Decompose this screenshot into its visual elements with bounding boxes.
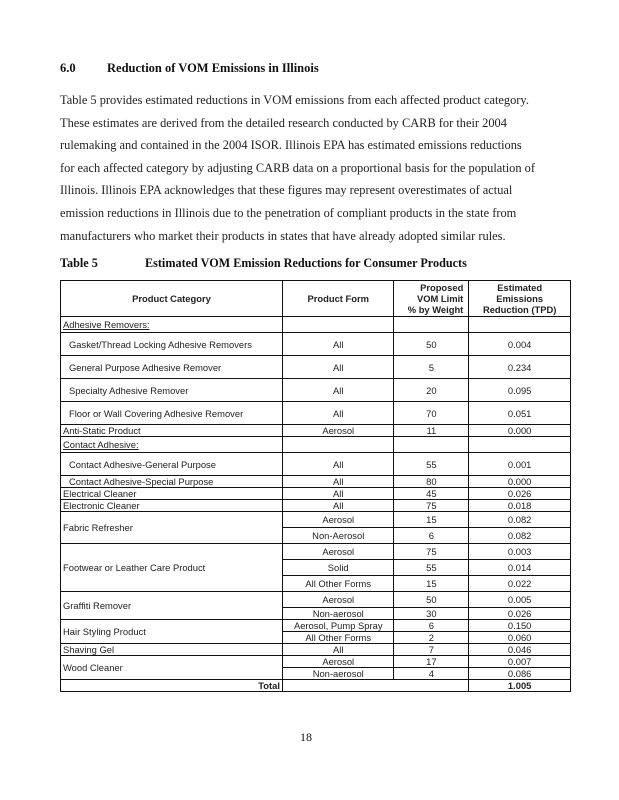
header-text: % by Weight xyxy=(407,304,464,315)
limit-cell: 55 xyxy=(394,560,469,576)
total-label: Total xyxy=(61,680,283,692)
form-cell: Aerosol xyxy=(282,425,394,437)
form-cell: Aerosol xyxy=(282,544,394,560)
reduction-cell: 0.026 xyxy=(469,608,571,620)
form-cell: Non-aerosol xyxy=(282,608,394,620)
header-product-category: Product Category xyxy=(61,281,283,317)
category-cell: Anti-Static Product xyxy=(61,425,283,437)
form-cell: All xyxy=(282,644,394,656)
limit-cell: 20 xyxy=(394,379,469,402)
page-number: 18 xyxy=(300,730,312,744)
table-caption xyxy=(60,256,467,271)
form-cell: All Other Forms xyxy=(282,576,394,592)
reduction-cell: 0.082 xyxy=(469,512,571,528)
table-row xyxy=(61,379,571,402)
form-cell: Solid xyxy=(282,560,394,576)
header-text: Reduction (TPD) xyxy=(482,304,557,315)
reduction-cell: 0.018 xyxy=(469,500,571,512)
table-row xyxy=(61,356,571,379)
paragraph-line: for each affected category by adjusting CARB data on a proportional basis for the population of xyxy=(60,160,535,175)
reduction-cell: 0.051 xyxy=(469,402,571,425)
table-row xyxy=(61,476,571,488)
table-row xyxy=(61,500,571,512)
table-row-group xyxy=(61,317,571,333)
category-cell: General Purpose Adhesive Remover xyxy=(61,356,283,379)
table-row xyxy=(61,544,571,560)
reduction-cell: 0.095 xyxy=(469,379,571,402)
category-cell: Fabric Refresher xyxy=(61,512,283,544)
body-paragraph xyxy=(60,89,580,247)
category-cell xyxy=(61,317,283,333)
table-header-row xyxy=(61,281,571,317)
form-cell: All Other Forms xyxy=(282,632,394,644)
paragraph-line: rulemaking and contained in the 2004 ISOR. Illinois EPA has estimated emissions reductions xyxy=(60,138,522,153)
table-row xyxy=(61,402,571,425)
form-cell: Aerosol xyxy=(282,512,394,528)
limit-cell: 70 xyxy=(394,402,469,425)
limit-cell: 17 xyxy=(394,656,469,668)
category-cell: Contact Adhesive-Special Purpose xyxy=(61,476,283,488)
limit-cell: 50 xyxy=(394,592,469,608)
category-cell: Electrical Cleaner xyxy=(61,488,283,500)
category-cell: Floor or Wall Covering Adhesive Remover xyxy=(61,402,283,425)
header-text: VOM Limit xyxy=(416,293,464,304)
paragraph-line: emission reductions in Illinois due to the penetration of compliant products in the state from xyxy=(60,205,517,220)
form-cell: Aerosol xyxy=(282,592,394,608)
table-row xyxy=(61,592,571,608)
table-row xyxy=(61,425,571,437)
reduction-cell: 0.026 xyxy=(469,488,571,500)
table-row xyxy=(61,512,571,528)
form-cell: All xyxy=(282,453,394,476)
paragraph-line: These estimates are derived from the detailed research conducted by CARB for their 2004 xyxy=(60,115,507,130)
category-cell: Contact Adhesive-General Purpose xyxy=(61,453,283,476)
reduction-cell: 0.150 xyxy=(469,620,571,632)
table-row xyxy=(61,620,571,632)
limit-cell: 75 xyxy=(394,500,469,512)
table-title: Estimated VOM Emission Reductions for Consumer Products xyxy=(145,256,467,270)
paragraph-line: Illinois. Illinois EPA acknowledges that these figures may represent overestimates of actual xyxy=(60,183,513,198)
category-cell xyxy=(61,437,283,453)
category-cell: Gasket/Thread Locking Adhesive Removers xyxy=(61,333,283,356)
reduction-cell: 0.014 xyxy=(469,560,571,576)
limit-cell: 11 xyxy=(394,425,469,437)
limit-cell: 5 xyxy=(394,356,469,379)
form-cell: All xyxy=(282,476,394,488)
table-row xyxy=(61,333,571,356)
form-cell: All xyxy=(282,402,394,425)
header-vom-limit xyxy=(394,281,469,317)
limit-cell: 15 xyxy=(394,576,469,592)
table-row xyxy=(61,644,571,656)
limit-cell: 75 xyxy=(394,544,469,560)
table-total-row xyxy=(61,680,571,692)
section-number: 6.0 xyxy=(60,61,76,75)
category-cell: Graffiti Remover xyxy=(61,592,283,620)
reduction-cell: 0.022 xyxy=(469,576,571,592)
group-label: Contact Adhesive: xyxy=(63,438,139,450)
table-row xyxy=(61,656,571,668)
paragraph-line: manufacturers who market their products in states that have already adopted similar rules. xyxy=(60,228,506,243)
header-product-form: Product Form xyxy=(282,281,394,317)
section-heading xyxy=(60,61,319,76)
category-cell: Wood Cleaner xyxy=(61,656,283,680)
reduction-cell: 0.001 xyxy=(469,453,571,476)
form-cell: All xyxy=(282,356,394,379)
header-text: Proposed xyxy=(420,282,464,293)
table-row-group xyxy=(61,437,571,453)
reduction-cell xyxy=(469,437,571,453)
form-cell: All xyxy=(282,333,394,356)
form-cell: Aerosol, Pump Spray xyxy=(282,620,394,632)
limit-cell: 50 xyxy=(394,333,469,356)
header-text: Emissions xyxy=(496,293,544,304)
total-empty-cell xyxy=(282,680,468,692)
table-row xyxy=(61,453,571,476)
emissions-table xyxy=(60,280,571,692)
reduction-cell: 0.234 xyxy=(469,356,571,379)
limit-cell: 4 xyxy=(394,668,469,680)
reduction-cell: 0.005 xyxy=(469,592,571,608)
form-cell: Non-Aerosol xyxy=(282,528,394,544)
reduction-cell: 0.000 xyxy=(469,425,571,437)
group-label: Adhesive Removers: xyxy=(63,318,150,330)
limit-cell xyxy=(394,437,469,453)
form-cell xyxy=(282,437,394,453)
reduction-cell: 0.086 xyxy=(469,668,571,680)
reduction-cell xyxy=(469,317,571,333)
header-emissions-reduction xyxy=(469,281,571,317)
form-cell: All xyxy=(282,488,394,500)
limit-cell: 2 xyxy=(394,632,469,644)
limit-cell: 6 xyxy=(394,620,469,632)
reduction-cell: 0.003 xyxy=(469,544,571,560)
category-cell: Shaving Gel xyxy=(61,644,283,656)
paragraph-line: Table 5 provides estimated reductions in VOM emissions from each affected product category. xyxy=(60,93,529,107)
reduction-cell: 0.004 xyxy=(469,333,571,356)
limit-cell: 80 xyxy=(394,476,469,488)
section-title: Reduction of VOM Emissions in Illinois xyxy=(107,61,319,75)
limit-cell: 15 xyxy=(394,512,469,528)
reduction-cell: 0.046 xyxy=(469,644,571,656)
category-cell: Specialty Adhesive Remover xyxy=(61,379,283,402)
limit-cell: 55 xyxy=(394,453,469,476)
category-cell: Footwear or Leather Care Product xyxy=(61,544,283,592)
form-cell: All xyxy=(282,500,394,512)
limit-cell: 45 xyxy=(394,488,469,500)
reduction-cell: 0.007 xyxy=(469,656,571,668)
form-cell xyxy=(282,317,394,333)
table-row xyxy=(61,488,571,500)
reduction-cell: 0.060 xyxy=(469,632,571,644)
form-cell: Aerosol xyxy=(282,656,394,668)
limit-cell: 7 xyxy=(394,644,469,656)
category-cell: Hair Styling Product xyxy=(61,620,283,644)
table-number: Table 5 xyxy=(60,256,98,270)
category-cell: Electronic Cleaner xyxy=(61,500,283,512)
limit-cell: 30 xyxy=(394,608,469,620)
header-text: Estimated xyxy=(497,282,543,293)
reduction-cell: 0.082 xyxy=(469,528,571,544)
reduction-cell: 0.000 xyxy=(469,476,571,488)
limit-cell xyxy=(394,317,469,333)
total-reduction: 1.005 xyxy=(469,680,571,692)
limit-cell: 6 xyxy=(394,528,469,544)
form-cell: All xyxy=(282,379,394,402)
form-cell: Non-aerosol xyxy=(282,668,394,680)
